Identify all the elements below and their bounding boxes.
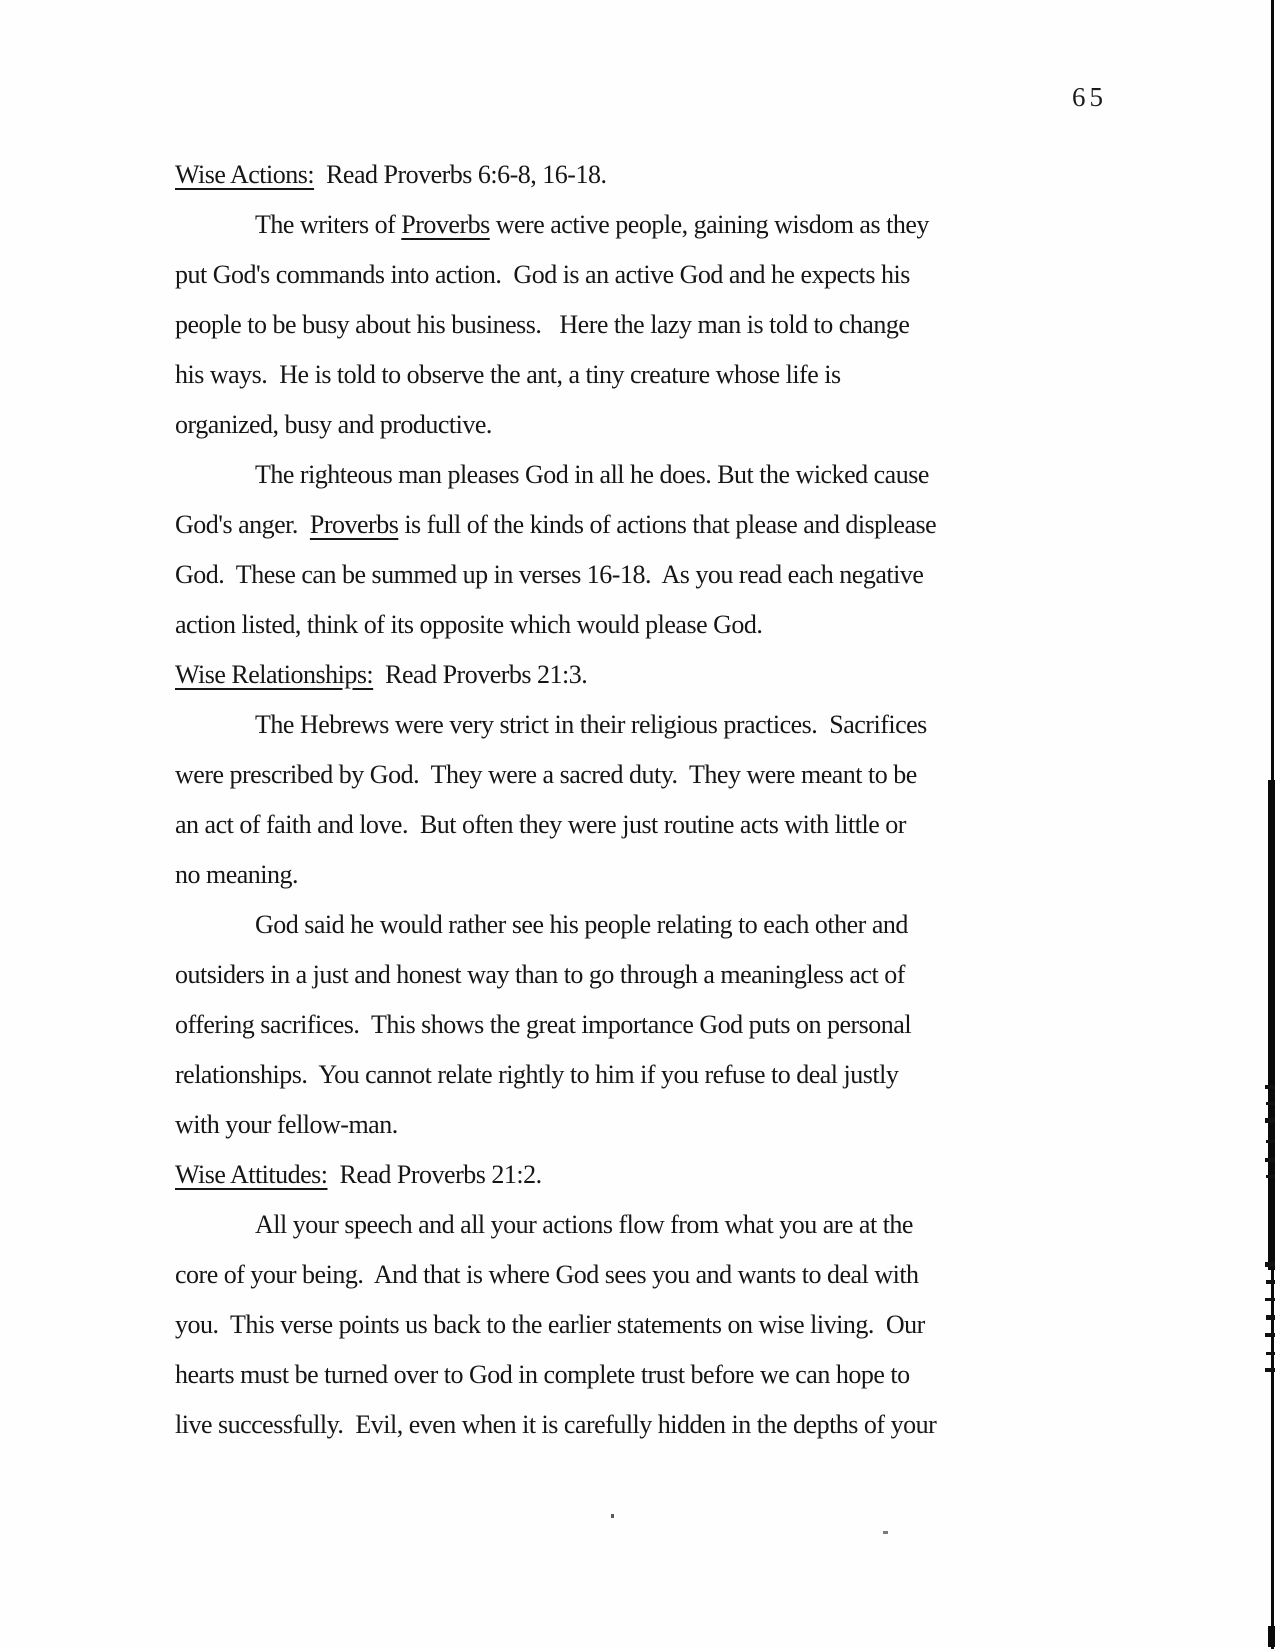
text-segment: were prescribed by God. They were a sacred duty. They were meant to be [175, 760, 917, 789]
text-line [175, 850, 1135, 900]
text-segment: were active people, gaining wisdom as they [489, 210, 929, 239]
text-segment: Read Proverbs 21:3. [373, 660, 588, 689]
text-line [175, 500, 1135, 550]
scan-artifact-mark [1266, 1315, 1275, 1320]
text-line [175, 350, 1135, 400]
text-segment: an act of faith and love. But often they were just routine acts with little or [175, 810, 906, 839]
text-line [175, 950, 1135, 1000]
text-line [175, 1300, 1135, 1350]
text-line [175, 1000, 1135, 1050]
scan-artifact-mark [1266, 1175, 1275, 1178]
page-number: 65 [1072, 82, 1107, 112]
text-line [175, 1250, 1135, 1300]
scan-artifact-mark [1265, 1298, 1275, 1301]
underlined-text-segment: Wise Attitudes: [175, 1160, 328, 1189]
text-segment: live successfully. Evil, even when it is carefully hidden in the depths of your [175, 1410, 937, 1439]
scan-artifact-mark [1265, 1158, 1275, 1162]
text-segment: core of your being. And that is where God sees you and wants to deal with [175, 1260, 919, 1289]
text-line [175, 750, 1135, 800]
scan-artifact-mark [1268, 1626, 1275, 1647]
text-line [175, 450, 1135, 500]
text-line [175, 1400, 1135, 1450]
text-line [175, 700, 1135, 750]
text-segment: offering sacrifices. This shows the great importance God puts on personal [175, 1010, 912, 1039]
text-segment: All your speech and all your actions flow from what you are at the [255, 1210, 913, 1239]
text-segment: people to be busy about his business. Here the lazy man is told to change [175, 310, 910, 339]
text-segment: Read Proverbs 21:2. [327, 1160, 542, 1189]
text-segment: relationships. You cannot relate rightly to him if you refuse to deal justly [175, 1060, 899, 1089]
scan-artifact-mark [1266, 1280, 1275, 1284]
scan-artifact-mark [1265, 1333, 1275, 1337]
underlined-text-segment: Proverbs [309, 510, 399, 539]
text-segment: God said he would rather see his people relating to each other and [255, 910, 908, 939]
heading-line [175, 1150, 1135, 1200]
text-segment: action listed, think of its opposite which would please God. [175, 610, 763, 639]
underlined-text-segment: Wise Actions: [175, 160, 315, 189]
underlined-text-segment: Wise Relationships: [175, 660, 374, 689]
scan-artifact-mark [1266, 1102, 1275, 1105]
document-text-block [175, 150, 1135, 1450]
text-line [175, 1350, 1135, 1400]
text-line [175, 550, 1135, 600]
text-line [175, 300, 1135, 350]
text-line [175, 250, 1135, 300]
heading-line [175, 150, 1135, 200]
text-line [175, 900, 1135, 950]
text-line [175, 600, 1135, 650]
text-line [175, 1050, 1135, 1100]
text-segment: The Hebrews were very strict in their religious practices. Sacrifices [255, 710, 927, 739]
scan-artifact-mark [1265, 1262, 1275, 1267]
scan-artifact-mark [611, 1514, 614, 1518]
text-segment: no meaning. [175, 860, 299, 889]
text-segment: organized, busy and productive. [175, 410, 492, 439]
text-segment: his ways. He is told to observe the ant, a tiny creature whose life is [175, 360, 841, 389]
text-segment: with your fellow-man. [175, 1110, 398, 1139]
text-segment: outsiders in a just and honest way than to go through a meaningless act of [175, 960, 905, 989]
scan-artifact-mark [1266, 1352, 1275, 1355]
text-segment: The writers of [255, 210, 402, 239]
text-segment: hearts must be turned over to God in complete trust before we can hope to [175, 1360, 910, 1389]
scan-artifact-mark [883, 1531, 888, 1534]
text-segment: God's anger. [175, 510, 310, 539]
scan-artifact-mark [1268, 780, 1275, 1270]
text-segment: The righteous man pleases God in all he does. But the wicked cause [255, 460, 929, 489]
text-segment: God. These can be summed up in verses 16-18. As you read each negative [175, 560, 924, 589]
text-line [175, 200, 1135, 250]
text-segment: put God's commands into action. God is an active God and he expects his [175, 260, 910, 289]
text-line [175, 400, 1135, 450]
scan-artifact-mark [1265, 1085, 1275, 1089]
scan-artifact-mark [1265, 1368, 1275, 1372]
underlined-text-segment: Proverbs [401, 210, 490, 239]
scan-artifact-mark [1266, 1140, 1275, 1143]
text-segment: Read Proverbs 6:6-8, 16-18. [314, 160, 607, 189]
text-segment: is full of the kinds of actions that please and displease [398, 510, 937, 539]
text-line [175, 800, 1135, 850]
text-line [175, 1200, 1135, 1250]
heading-line [175, 650, 1135, 700]
scan-artifact-mark [1265, 1118, 1275, 1123]
text-segment: you. This verse points us back to the earlier statements on wise living. Our [175, 1310, 925, 1339]
text-line [175, 1100, 1135, 1150]
